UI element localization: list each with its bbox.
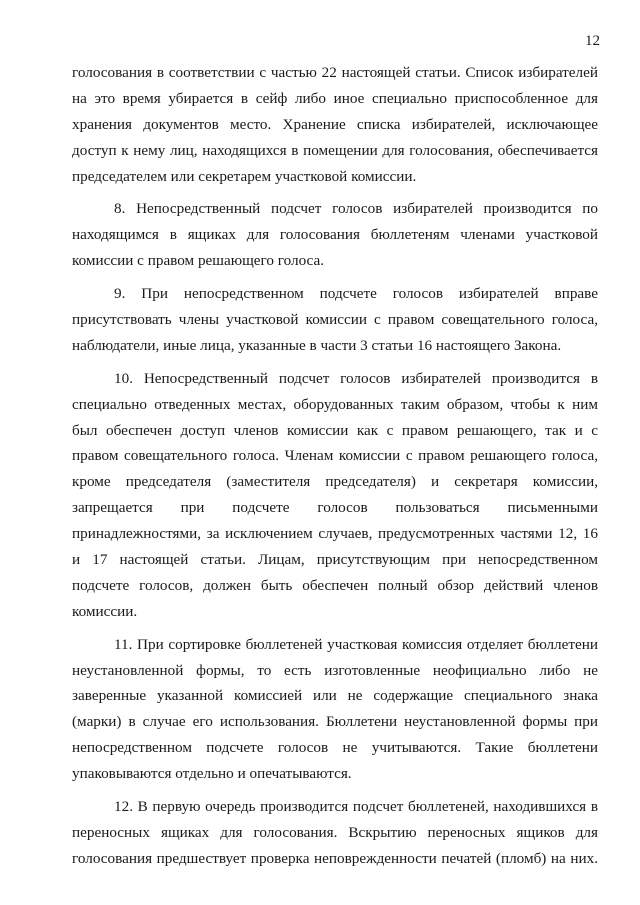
text-line: находящимся в ящиках для голосования бюллетеням членами участковой xyxy=(72,226,598,244)
text-line: на это время убирается в сейф либо иное специально приспособленное для xyxy=(72,89,598,107)
text-line: 10. Непосредственный подсчет голосов избирателей производится в xyxy=(114,369,598,387)
text-line: упаковываются отдельно и опечатываются. xyxy=(72,765,352,783)
text-line: председателем или секретарем участковой комиссии. xyxy=(72,167,417,185)
text-line: правом совещательного голоса. Членам комиссии с правом решающего голоса, xyxy=(72,447,598,465)
paragraph-9 xyxy=(72,281,598,359)
document-body xyxy=(72,60,598,872)
text-line: кроме председателя (заместителя председателя) и секретаря комиссии, xyxy=(72,473,598,491)
text-line: и 17 настоящей статьи. Лицам, присутствующим при непосредственном xyxy=(72,551,598,569)
text-line: непосредственном подсчете голосов не учитываются. Такие бюллетени xyxy=(72,739,598,757)
text-line: был обеспечен доступ членов комиссии как с правом решающего, так и с xyxy=(72,421,598,439)
text-line: 12. В первую очередь производится подсчет бюллетеней, находившихся в xyxy=(114,798,598,816)
paragraph-8 xyxy=(72,196,598,274)
text-line: запрещается при подсчете голосов пользоваться письменными xyxy=(72,499,598,517)
text-line: голосования в соответствии с частью 22 настоящей статьи. Список избирателей xyxy=(72,64,598,81)
text-line: комиссии с правом решающего голоса. xyxy=(72,252,325,270)
text-line: 11. При сортировке бюллетеней участковая комиссия отделяет бюллетени xyxy=(114,635,598,653)
text-line: 8. Непосредственный подсчет голосов избирателей производится по xyxy=(114,200,598,218)
text-line: переносных ящиках для голосования. Вскрытию переносных ящиков для xyxy=(72,823,598,841)
text-line: неустановленной формы, то есть изготовленные неофициально либо не xyxy=(72,661,598,679)
page-number: 12 xyxy=(585,33,600,49)
text-line: наблюдатели, иные лица, указанные в части 3 статьи 16 настоящего Закона. xyxy=(72,336,562,354)
text-line: (марки) в случае его использования. Бюллетени неустановленной формы при xyxy=(72,713,598,731)
text-line: принадлежностями, за исключением случаев, предусмотренных частями 12, 16 xyxy=(72,525,598,543)
text-line: 9. При непосредственном подсчете голосов избирателей вправе xyxy=(114,285,598,303)
paragraph-11 xyxy=(72,632,598,787)
paragraph-10 xyxy=(72,366,598,625)
text-line: заверенные указанной комиссией или не содержащие специального знака xyxy=(72,687,598,705)
text-line: комиссии. xyxy=(72,602,138,620)
text-line: голосования предшествует проверка неповрежденности печатей (пломб) на них. xyxy=(72,849,598,867)
text-line: специально отведенных местах, оборудованных таким образом, чтобы к ним xyxy=(72,395,598,413)
text-line: присутствовать члены участковой комиссии с правом совещательного голоса, xyxy=(72,311,598,329)
paragraph-12 xyxy=(72,794,598,872)
paragraph-continuation xyxy=(72,60,598,189)
text-line: доступ к нему лиц, находящихся в помещении для голосования, обеспечивается xyxy=(72,141,598,159)
text-line: хранения документов место. Хранение списка избирателей, исключающее xyxy=(72,115,598,133)
text-line: подсчете голосов, должен быть обеспечен полный обзор действий членов xyxy=(72,576,598,594)
